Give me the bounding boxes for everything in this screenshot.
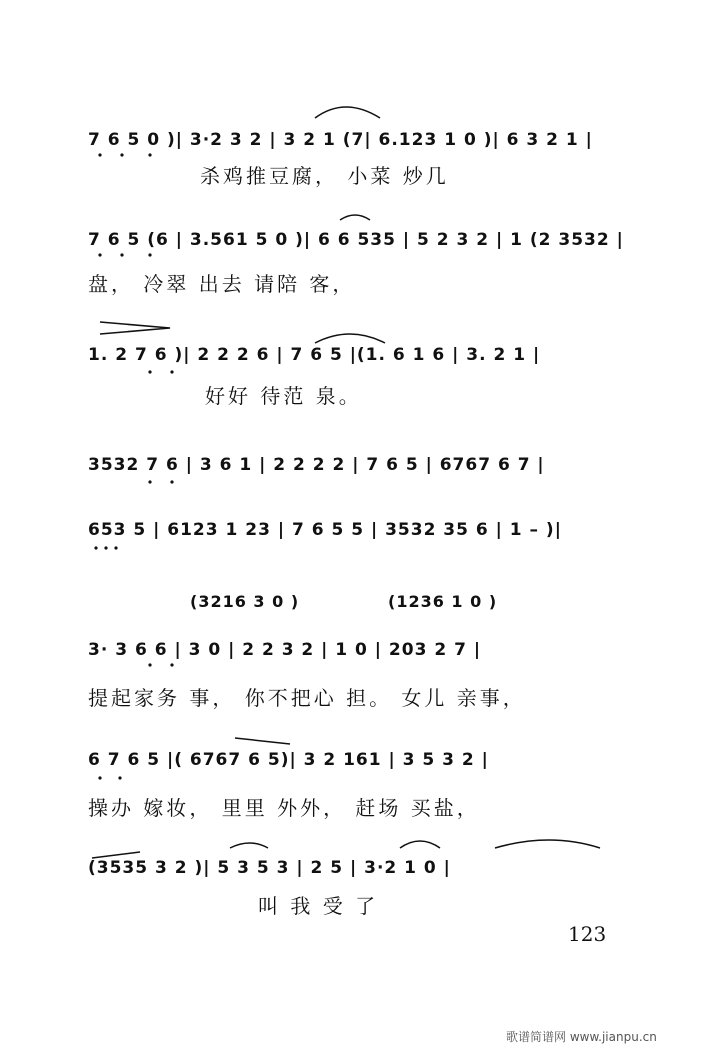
lyric-line-2: 盘， 冷翠 出去 请陪 客， [88, 272, 356, 296]
interlude-1: (3216 3 0 ) [190, 592, 300, 611]
notation-text: 3· 3 6 6 | 3 0 | 2 2 3 2 | 1 0 | 203 2 7 | [88, 640, 482, 660]
notation-text: 6 7 6 5 |( 6767 6 5)| 3 2 161 | 3 5 3 2 | [88, 750, 489, 770]
watermark: 歌谱简谱网 www.jianpu.cn [506, 1030, 657, 1044]
lyric-line-7: 操办 嫁妆， 里里 外外， 赶场 买盐， [88, 796, 480, 820]
notation-text: 7 6 5 (6 | 3.561 5 0 )| 6 6 535 | 5 2 3 2 | 1 (2 3532 | [88, 230, 624, 250]
lyric-line-1: 杀鸡推豆腐， 小菜 炒几 [200, 164, 449, 188]
notation-text: 653 5 | 6123 1 23 | 7 6 5 5 | 3532 35 6 | 1 – )| [88, 520, 562, 540]
notation-text: 7 6 5 0 )| 3·2 3 2 | 3 2 1 (7| 6.123 1 0 )| 6 3 2 1 | [88, 130, 593, 150]
page-number: 123 [568, 922, 607, 946]
lyric-line-6: 提起家务 事， 你不把心 担。 女儿 亲事， [88, 686, 526, 710]
notation-text: 1. 2 7 6 )| 2 2 2 6 | 7 6 5 |(1. 6 1 6 | 3. 2 1 | [88, 345, 541, 365]
lyric-line-8: 叫 我 受 了 [258, 894, 379, 918]
lyric-line-3: 好好 待范 泉。 [205, 384, 362, 408]
notation-text: 3532 7 6 | 3 6 1 | 2 2 2 2 | 7 6 5 | 6767 6 7 | [88, 455, 545, 475]
interlude-2: (1236 1 0 ) [388, 592, 498, 611]
notation-text: (3535 3 2 )| 5 3 5 3 | 2 5 | 3·2 1 0 | [88, 858, 451, 878]
